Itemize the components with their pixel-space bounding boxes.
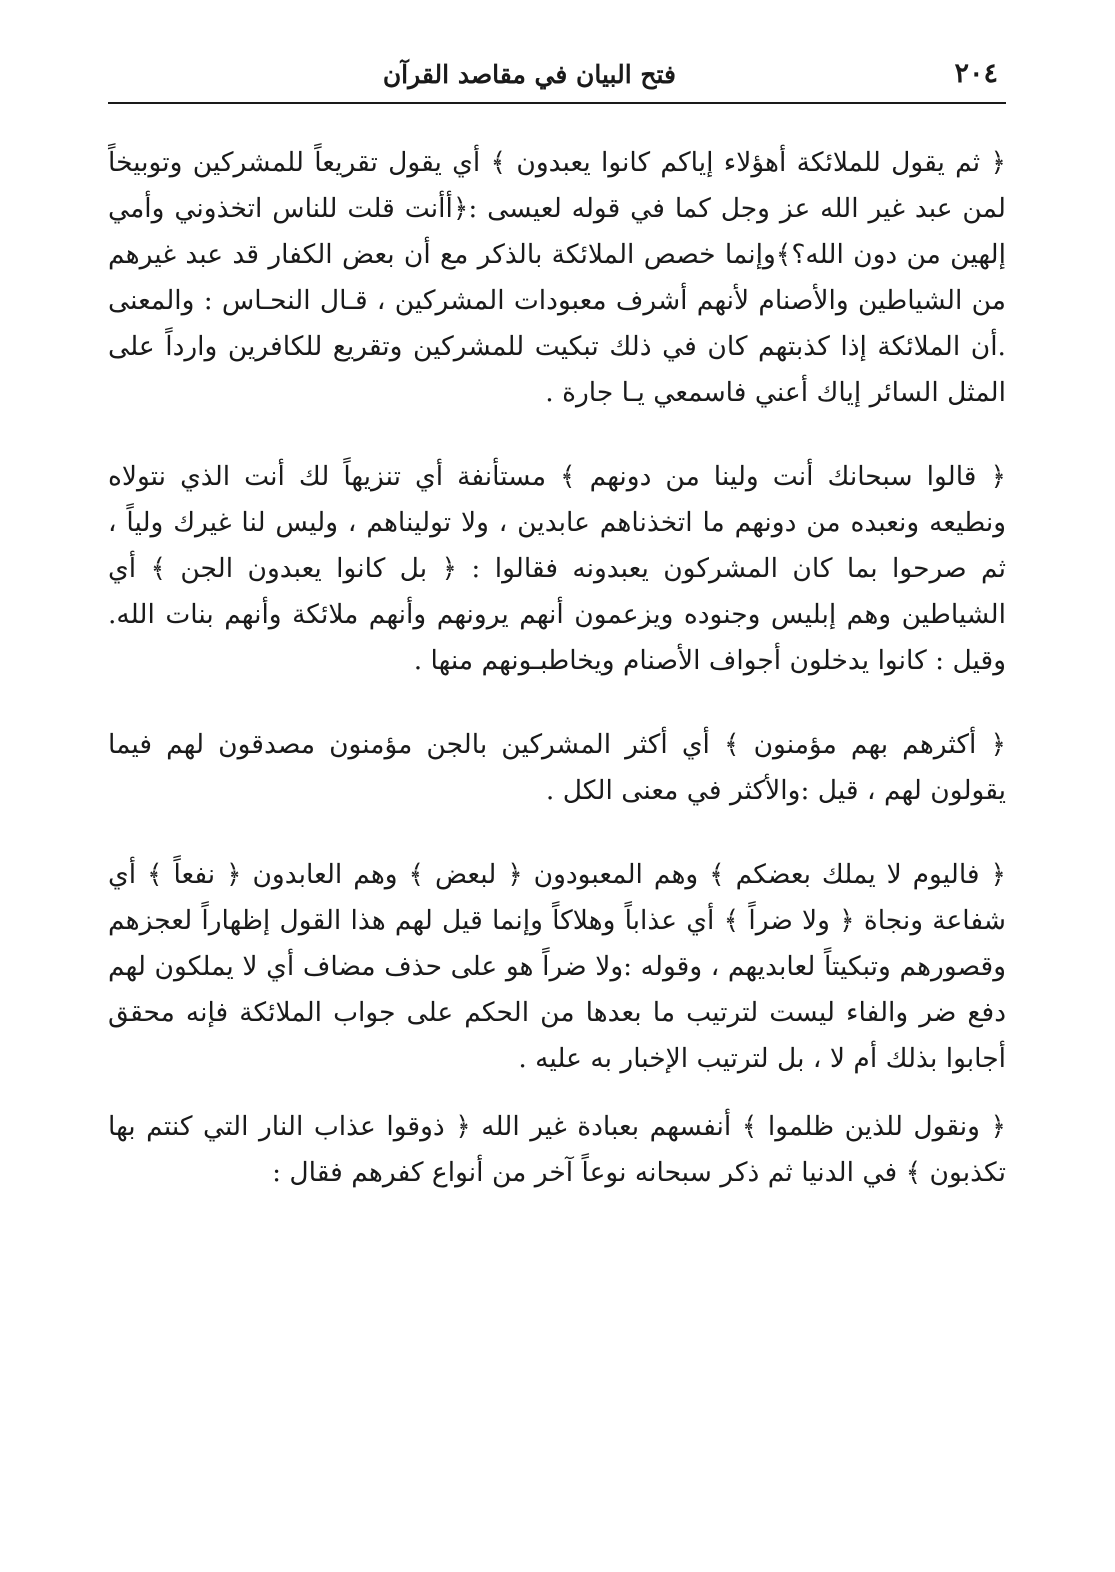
paragraph: ﴿ أكثرهم بهم مؤمنون ﴾ أي أكثر المشركين بالجن مؤمنون مصدقون لهم فيما يقولون لهم ، قيل :والأكثر في معنى الكل . bbox=[108, 729, 1006, 806]
paragraph: ﴿ ونقول للذين ظلموا ﴾ أنفسهم بعبادة غير الله ﴿ ذوقوا عذاب النار التي كنتم بها تكذبون ﴾ في الدنيا ثم ذكر سبحانه نوعاً آخر من أنواع كفرهم فقال : bbox=[108, 1111, 1006, 1188]
page-number: ٢٠٤ bbox=[954, 58, 998, 89]
page-header bbox=[108, 58, 1006, 104]
paragraph: ﴿ فاليوم لا يملك بعضكم ﴾ وهم المعبودون ﴿ لبعض ﴾ وهم العابدون ﴿ نفعاً ﴾ أي شفاعة ونجاة ﴿ ولا ضراً ﴾ أي عذاباً وهلاكاً وإنما قيل لهم هذا القول إظهاراً لعجزهم وقصورهم وتبكيتاً لعابديهم ، وقوله :ولا ضراً هو على حذف مضاف أي لا يملكون لهم دفع ضر والفاء ليست لترتيب ما بعدها من الحكم على جواب الملائكة فإنه محقق أجابوا بذلك أم لا ، بل لترتيب الإخبار به عليه . bbox=[108, 859, 1006, 1074]
paragraph: ﴿ قالوا سبحانك أنت ولينا من دونهم ﴾ مستأنفة أي تنزيهاً لك أنت الذي نتولاه ونطيعه ونعبده من دونهم ما اتخذناهم عابدين ، ولا توليناهم ، وليس لنا غيرك ولياً ، ثم صرحوا بما كان المشركون يعبدونه فقالوا : ﴿ بل كانوا يعبدون الجن ﴾ أي الشياطين وهم إبليس وجنوده ويزعمون أنهم يرونهم وأنهم ملائكة وأنهم بنات الله. وقيل : كانوا يدخلون أجواف الأصنام ويخاطبـونهم منها . bbox=[108, 461, 1006, 676]
page-body bbox=[108, 140, 1006, 1196]
book-title: فتح البيان في مقاصد القرآن bbox=[382, 60, 676, 89]
paragraph: ﴿ ثم يقول للملائكة أهؤلاء إياكم كانوا يعبدون ﴾ أي يقول تقريعاً للمشركين وتوبيخاً لمن عبد غير الله عز وجل كما في قوله لعيسى :﴿أأنت قلت للناس اتخذوني وأمي إلهين من دون الله؟﴾وإنما خصص الملائكة بالذكر مع أن بعض الكفار قد عبد غيرهم من الشياطين والأصنام لأنهم أشرف معبودات المشركين ، قـال النحـاس : والمعنى .أن الملائكة إذا كذبتهم كان في ذلك تبكيت للمشركين وتقريع للكافرين وارداً على المثل السائر إياك أعني فاسمعي يـا جارة . bbox=[108, 147, 1006, 408]
